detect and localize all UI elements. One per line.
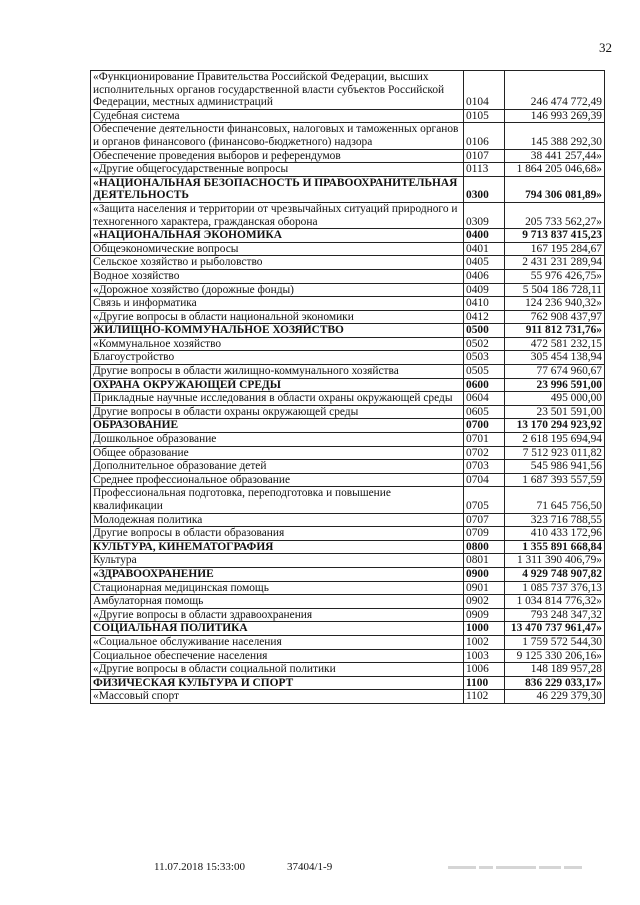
row-name-cell: Общеэкономические вопросы [91, 242, 464, 256]
row-code-cell: 0902 [464, 595, 505, 609]
row-amount-cell: 472 581 232,15 [505, 337, 605, 351]
row-name-cell: Социальное обеспечение населения [91, 649, 464, 663]
row-name-cell: Профессиональная подготовка, переподготовка и повышение квалификации [91, 487, 464, 513]
row-name-cell: «Другие вопросы в области национальной экономики [91, 310, 464, 324]
row-code-cell: 0401 [464, 242, 505, 256]
row-name-cell: «Функционирование Правительства Российской Федерации, высших исполнительных органов государственной власти субъектов Российской Федерации, местных администраций [91, 71, 464, 110]
row-name-cell: Связь и информатика [91, 297, 464, 311]
row-amount-cell: 71 645 756,50 [505, 487, 605, 513]
row-name-cell: Культура [91, 554, 464, 568]
row-name-cell: Общее образование [91, 446, 464, 460]
row-amount-cell: 145 388 292,30 [505, 123, 605, 149]
row-code-cell: 0412 [464, 310, 505, 324]
row-name-cell: Водное хозяйство [91, 269, 464, 283]
row-name-cell: Прикладные научные исследования в области охраны окружающей среды [91, 392, 464, 406]
table-row [91, 351, 605, 365]
row-amount-cell: 1 759 572 544,30 [505, 635, 605, 649]
table-row [91, 242, 605, 256]
row-name-cell: «Дорожное хозяйство (дорожные фонды) [91, 283, 464, 297]
row-code-cell: 0309 [464, 202, 505, 228]
row-code-cell: 0505 [464, 365, 505, 379]
table-row [91, 433, 605, 447]
budget-table-body [91, 71, 605, 704]
table-row [91, 297, 605, 311]
row-name-cell: «Другие вопросы в области здравоохранения [91, 608, 464, 622]
row-amount-cell: 1 311 390 406,79» [505, 554, 605, 568]
row-code-cell: 1003 [464, 649, 505, 663]
table-row [91, 460, 605, 474]
section-row [91, 540, 605, 554]
table-row [91, 392, 605, 406]
row-name-cell: «НАЦИОНАЛЬНАЯ ЭКОНОМИКА [91, 229, 464, 243]
row-code-cell: 0503 [464, 351, 505, 365]
row-code-cell: 0405 [464, 256, 505, 270]
row-amount-cell: 5 504 186 728,11 [505, 283, 605, 297]
row-amount-cell: 13 470 737 961,47» [505, 622, 605, 636]
row-name-cell: «ЗДРАВООХРАНЕНИЕ [91, 567, 464, 581]
row-name-cell: Стационарная медицинская помощь [91, 581, 464, 595]
row-name-cell: «Массовый спорт [91, 690, 464, 704]
row-code-cell: 0709 [464, 527, 505, 541]
row-code-cell: 0400 [464, 229, 505, 243]
table-row [91, 473, 605, 487]
table-row [91, 163, 605, 177]
row-code-cell: 1006 [464, 663, 505, 677]
row-name-cell: Среднее профессиональное образование [91, 473, 464, 487]
row-code-cell: 0704 [464, 473, 505, 487]
table-row [91, 446, 605, 460]
section-row [91, 229, 605, 243]
row-amount-cell: 793 248 347,32 [505, 608, 605, 622]
table-row [91, 202, 605, 228]
row-name-cell: Другие вопросы в области образования [91, 527, 464, 541]
row-amount-cell: 1 085 737 376,13 [505, 581, 605, 595]
row-name-cell: Другие вопросы в области жилищно-коммунального хозяйства [91, 365, 464, 379]
section-row [91, 419, 605, 433]
row-code-cell: 1102 [464, 690, 505, 704]
row-code-cell: 0701 [464, 433, 505, 447]
table-row [91, 527, 605, 541]
row-amount-cell: 305 454 138,94 [505, 351, 605, 365]
row-name-cell: «Защита населения и территории от чрезвычайных ситуаций природного и техногенного характера, гражданская оборона [91, 202, 464, 228]
row-amount-cell: 23 501 591,00 [505, 405, 605, 419]
table-row [91, 283, 605, 297]
row-amount-cell: 762 908 437,97 [505, 310, 605, 324]
row-amount-cell: 836 229 033,17» [505, 676, 605, 690]
row-amount-cell: 4 929 748 907,82 [505, 567, 605, 581]
row-amount-cell: 545 986 941,56 [505, 460, 605, 474]
row-code-cell: 0901 [464, 581, 505, 595]
table-row [91, 595, 605, 609]
row-amount-cell: 167 195 284,67 [505, 242, 605, 256]
row-name-cell: «Социальное обслуживание населения [91, 635, 464, 649]
row-amount-cell: 77 674 960,67 [505, 365, 605, 379]
table-row [91, 690, 605, 704]
table-row [91, 581, 605, 595]
row-name-cell: Судебная система [91, 109, 464, 123]
row-amount-cell: 146 993 269,39 [505, 109, 605, 123]
row-amount-cell: 410 433 172,96 [505, 527, 605, 541]
row-name-cell: Амбулаторная помощь [91, 595, 464, 609]
row-amount-cell: 246 474 772,49 [505, 71, 605, 110]
row-amount-cell: 1 034 814 776,32» [505, 595, 605, 609]
row-amount-cell: 148 189 957,28 [505, 663, 605, 677]
row-code-cell: 0700 [464, 419, 505, 433]
row-amount-cell: 323 716 788,55 [505, 513, 605, 527]
row-amount-cell: 9 713 837 415,23 [505, 229, 605, 243]
row-code-cell: 0502 [464, 337, 505, 351]
row-code-cell: 0800 [464, 540, 505, 554]
row-code-cell: 0113 [464, 163, 505, 177]
section-row [91, 324, 605, 338]
table-row [91, 554, 605, 568]
budget-table [90, 70, 605, 704]
row-name-cell: Благоустройство [91, 351, 464, 365]
row-amount-cell: 9 125 330 206,16» [505, 649, 605, 663]
row-code-cell: 0707 [464, 513, 505, 527]
row-amount-cell: 23 996 591,00 [505, 378, 605, 392]
row-name-cell: Дополнительное образование детей [91, 460, 464, 474]
row-amount-cell: 38 441 257,44» [505, 149, 605, 163]
row-name-cell: ОХРАНА ОКРУЖАЮЩЕЙ СРЕДЫ [91, 378, 464, 392]
row-code-cell: 0702 [464, 446, 505, 460]
faint-stamp-marks [448, 856, 608, 876]
row-code-cell: 0106 [464, 123, 505, 149]
row-code-cell: 1000 [464, 622, 505, 636]
row-code-cell: 1100 [464, 676, 505, 690]
row-code-cell: 0705 [464, 487, 505, 513]
section-row [91, 676, 605, 690]
row-code-cell: 0406 [464, 269, 505, 283]
row-code-cell: 0410 [464, 297, 505, 311]
table-row [91, 149, 605, 163]
table-row [91, 487, 605, 513]
table-row [91, 123, 605, 149]
row-name-cell: ФИЗИЧЕСКАЯ КУЛЬТУРА И СПОРТ [91, 676, 464, 690]
footer-timestamp: 11.07.2018 15:33:00 [154, 861, 245, 873]
table-row [91, 71, 605, 110]
row-amount-cell: 911 812 731,76» [505, 324, 605, 338]
row-name-cell: «НАЦИОНАЛЬНАЯ БЕЗОПАСНОСТЬ И ПРАВООХРАНИТЕЛЬНАЯ ДЕЯТЕЛЬНОСТЬ [91, 176, 464, 202]
row-amount-cell: 205 733 562,27» [505, 202, 605, 228]
row-name-cell: Дошкольное образование [91, 433, 464, 447]
row-code-cell: 0105 [464, 109, 505, 123]
row-amount-cell: 495 000,00 [505, 392, 605, 406]
table-row [91, 365, 605, 379]
table-row [91, 663, 605, 677]
table-row [91, 337, 605, 351]
row-code-cell: 0409 [464, 283, 505, 297]
row-amount-cell: 2 431 231 289,94 [505, 256, 605, 270]
table-row [91, 269, 605, 283]
table-row [91, 608, 605, 622]
page-number: 32 [599, 40, 612, 55]
row-code-cell: 0703 [464, 460, 505, 474]
table-row [91, 635, 605, 649]
row-code-cell: 0300 [464, 176, 505, 202]
section-row [91, 567, 605, 581]
row-amount-cell: 1 355 891 668,84 [505, 540, 605, 554]
row-code-cell: 0107 [464, 149, 505, 163]
table-row [91, 109, 605, 123]
section-row [91, 176, 605, 202]
row-name-cell: «Другие общегосударственные вопросы [91, 163, 464, 177]
row-name-cell: Молодежная политика [91, 513, 464, 527]
row-name-cell: ЖИЛИЩНО-КОММУНАЛЬНОЕ ХОЗЯЙСТВО [91, 324, 464, 338]
row-code-cell: 0900 [464, 567, 505, 581]
row-name-cell: КУЛЬТУРА, КИНЕМАТОГРАФИЯ [91, 540, 464, 554]
row-amount-cell: 124 236 940,32» [505, 297, 605, 311]
row-name-cell: Другие вопросы в области охраны окружающей среды [91, 405, 464, 419]
table-row [91, 310, 605, 324]
row-code-cell: 0801 [464, 554, 505, 568]
row-name-cell: Обеспечение проведения выборов и референдумов [91, 149, 464, 163]
footer-document-id: 37404/1-9 [287, 861, 333, 873]
row-name-cell: СОЦИАЛЬНАЯ ПОЛИТИКА [91, 622, 464, 636]
row-name-cell: «Другие вопросы в области социальной политики [91, 663, 464, 677]
table-row [91, 256, 605, 270]
row-amount-cell: 1 864 205 046,68» [505, 163, 605, 177]
row-name-cell: «Коммунальное хозяйство [91, 337, 464, 351]
row-code-cell: 0605 [464, 405, 505, 419]
row-code-cell: 0600 [464, 378, 505, 392]
section-row [91, 378, 605, 392]
row-code-cell: 0104 [464, 71, 505, 110]
row-amount-cell: 7 512 923 011,82 [505, 446, 605, 460]
row-name-cell: Сельское хозяйство и рыболовство [91, 256, 464, 270]
table-row [91, 513, 605, 527]
row-code-cell: 0500 [464, 324, 505, 338]
row-code-cell: 0909 [464, 608, 505, 622]
row-amount-cell: 55 976 426,75» [505, 269, 605, 283]
row-amount-cell: 46 229 379,30 [505, 690, 605, 704]
row-amount-cell: 2 618 195 694,94 [505, 433, 605, 447]
row-code-cell: 1002 [464, 635, 505, 649]
row-amount-cell: 794 306 081,89» [505, 176, 605, 202]
section-row [91, 622, 605, 636]
row-amount-cell: 1 687 393 557,59 [505, 473, 605, 487]
row-code-cell: 0604 [464, 392, 505, 406]
row-name-cell: ОБРАЗОВАНИЕ [91, 419, 464, 433]
row-amount-cell: 13 170 294 923,92 [505, 419, 605, 433]
table-row [91, 649, 605, 663]
table-row [91, 405, 605, 419]
row-name-cell: Обеспечение деятельности финансовых, налоговых и таможенных органов и органов финансового (финансово-бюджетного) надзора [91, 123, 464, 149]
